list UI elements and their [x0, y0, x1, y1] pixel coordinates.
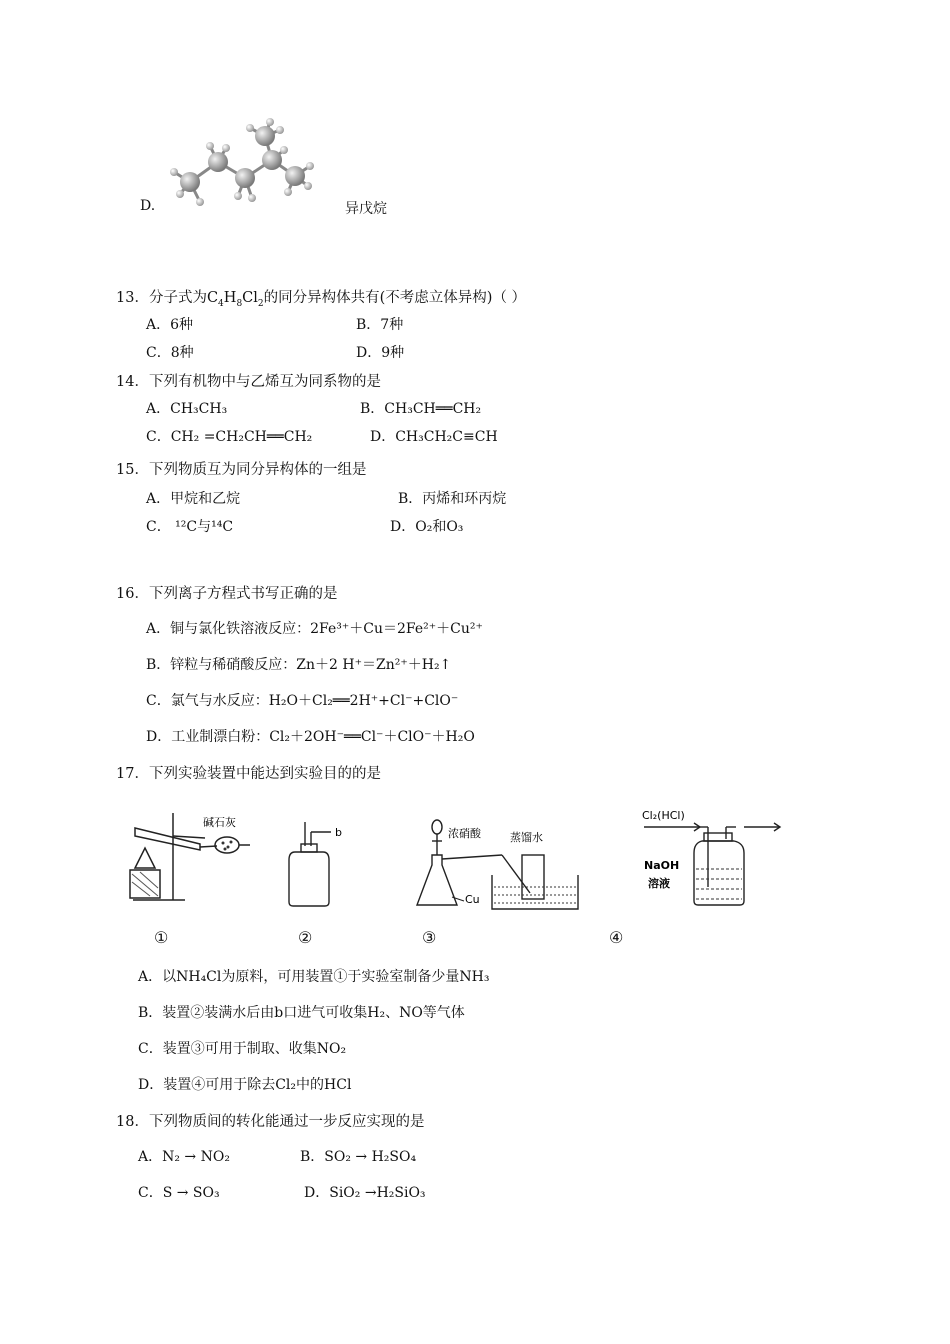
q13-stem: 13．分子式为$C_4H_8Cl_2$的同分异构体共有(不考虑立体异构)（ ）	[116, 290, 527, 309]
q18-option-c: C．S → SO₃	[138, 1185, 220, 1201]
apparatus-3-diagram	[412, 815, 584, 915]
isopentane-ball-stick-model	[160, 120, 330, 220]
q17-option-d: D．装置④可用于除去Cl₂中的HCl	[138, 1077, 352, 1093]
label-rongye: 溶液	[648, 877, 670, 890]
label-nongxiaosuan: 浓硝酸	[448, 827, 481, 840]
q16-option-b: B．锌粒与稀硝酸反应：Zn＋2 H⁺＝Zn²⁺＋H₂↑	[146, 657, 452, 673]
q14-option-a: A．CH₃CH₃	[146, 401, 228, 417]
q17-stem: 17．下列实验装置中能达到实验目的的是	[116, 766, 381, 782]
apparatus-2-diagram	[285, 820, 355, 912]
label-b: b	[335, 826, 342, 839]
apparatus-4-diagram	[640, 805, 790, 915]
q18-option-a: A．N₂ → NO₂	[138, 1149, 230, 1165]
q14-option-d: D．CH₃CH₂C≡CH	[370, 429, 498, 445]
apparatus-2-number: ②	[298, 928, 313, 947]
q13-option-d: D．9种	[356, 345, 405, 361]
q14-option-b: B．CH₃CH══CH₂	[360, 401, 482, 417]
q18-option-d: D．SiO₂ →H₂SiO₃	[304, 1185, 426, 1201]
q14-stem: 14．下列有机物中与乙烯互为同系物的是	[116, 374, 381, 390]
q12-option-d-text: 异戊烷	[345, 201, 387, 217]
q18-option-b: B．SO₂ → H₂SO₄	[300, 1149, 417, 1165]
q15-option-d: D．O₂和O₃	[390, 519, 464, 535]
q15-option-a: A．甲烷和乙烷	[146, 491, 241, 507]
apparatus-1-diagram	[125, 808, 255, 913]
q12-option-d-label: D.	[140, 198, 156, 214]
q13-option-c: C．8种	[146, 345, 194, 361]
q13-option-b: B．7种	[356, 317, 404, 333]
q16-option-a: A．铜与氯化铁溶液反应：2Fe³⁺＋Cu＝2Fe²⁺＋Cu²⁺	[146, 621, 483, 637]
q17-option-c: C．装置③可用于制取、收集NO₂	[138, 1041, 347, 1057]
label-zhengliushui: 蒸馏水	[510, 831, 543, 844]
apparatus-1-number: ①	[154, 928, 169, 947]
q17-option-b: B．装置②装满水后由b口进气可收集H₂、NO等气体	[138, 1005, 465, 1021]
q18-stem: 18．下列物质间的转化能通过一步反应实现的是	[116, 1114, 425, 1130]
label-naoh: NaOH	[644, 859, 680, 872]
q15-option-b: B．丙烯和环丙烷	[398, 491, 507, 507]
q17-option-a: A．以NH₄Cl为原料，可用装置①于实验室制备少量NH₃	[138, 969, 490, 985]
q16-stem: 16．下列离子方程式书写正确的是	[116, 586, 338, 602]
q16-option-c: C．氯气与水反应：H₂O＋Cl₂══2H⁺+Cl⁻+ClO⁻	[146, 693, 459, 709]
q13-option-a: A．6种	[146, 317, 194, 333]
apparatus-3-number: ③	[422, 928, 437, 947]
q14-option-c: C．CH₂ =CH₂CH══CH₂	[146, 429, 313, 445]
q16-option-d: D．工业制漂白粉：Cl₂＋2OH⁻══Cl⁻＋ClO⁻＋H₂O	[146, 729, 475, 745]
label-cu: Cu	[465, 893, 480, 906]
apparatus-4-number: ④	[609, 928, 624, 947]
q15-stem: 15．下列物质互为同分异构体的一组是	[116, 462, 367, 478]
q15-option-c: C． ¹²C与¹⁴C	[146, 519, 234, 535]
label-jianshihui: 碱石灰	[203, 816, 236, 829]
label-cl2hcl: Cl₂(HCl)	[642, 809, 685, 822]
